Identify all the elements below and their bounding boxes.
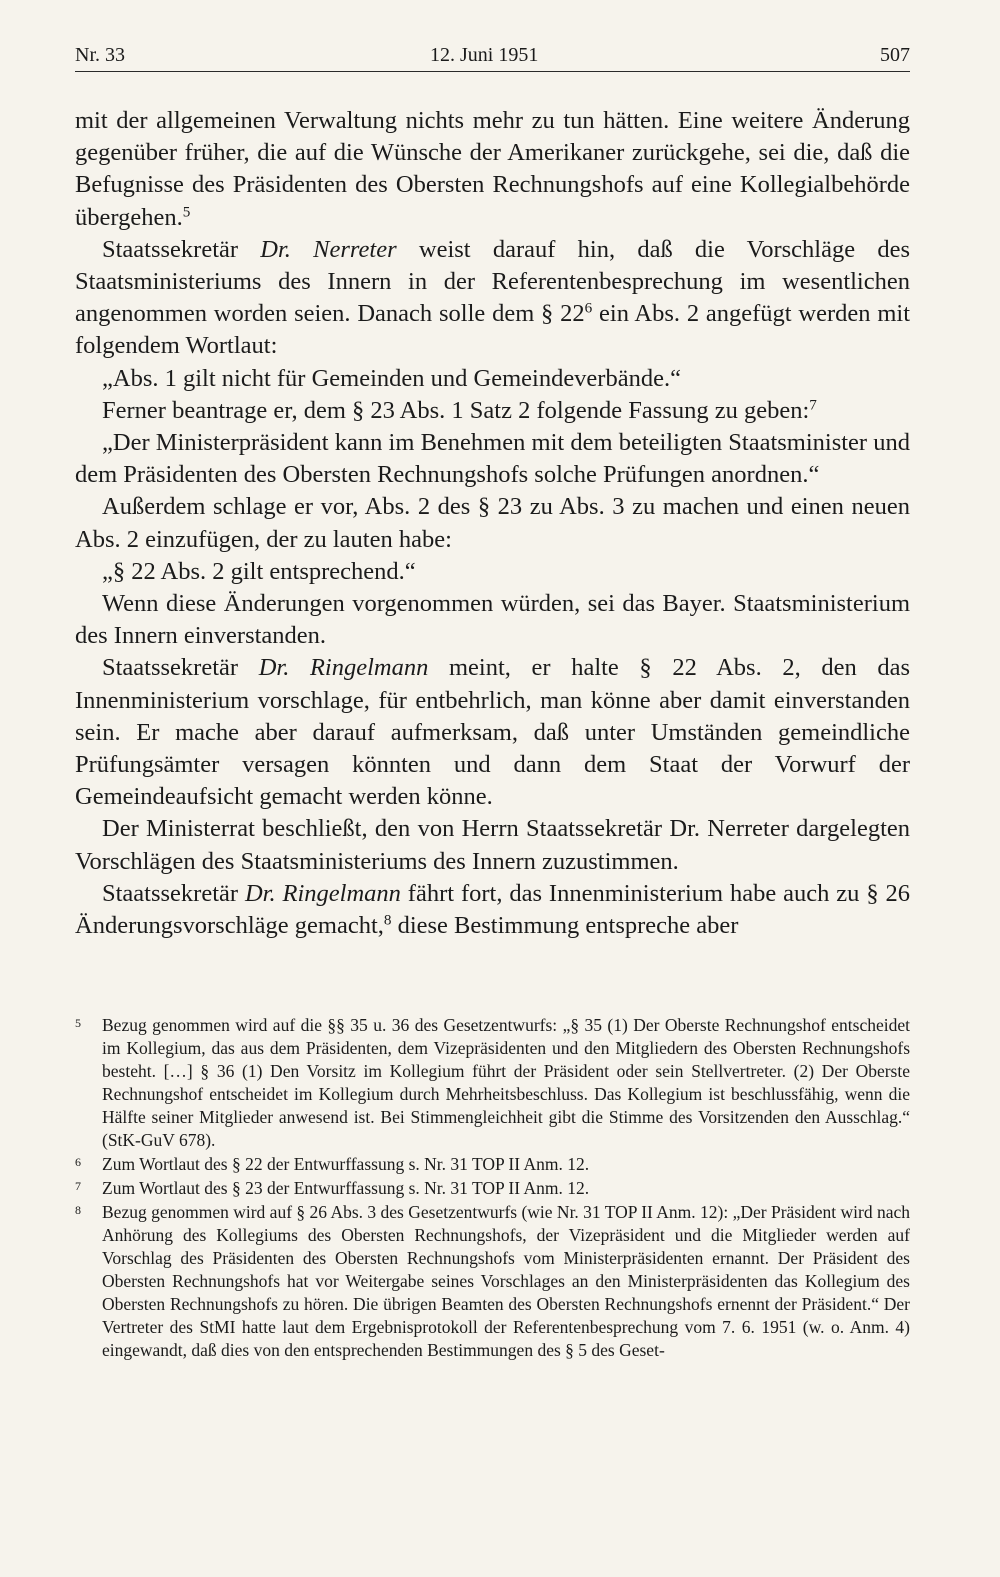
footnote-text: Zum Wortlaut des § 22 der Entwurffassung s. Nr. 31 TOP II Anm. 12. xyxy=(102,1154,590,1174)
paragraph-text: Staatssekretär xyxy=(102,879,245,907)
footnote-text: Zum Wortlaut des § 23 der Entwurffassung s. Nr. 31 TOP II Anm. 12. xyxy=(102,1178,590,1198)
paragraph xyxy=(75,234,910,363)
paragraph xyxy=(75,652,910,813)
issue-number: Nr. 33 xyxy=(75,44,125,66)
paragraph xyxy=(75,878,910,942)
paragraph-text: weist darauf hin, daß die Vorschläge des Staatsministeriums des Innern in der Referentenbesprechung im wesentlichen angenommen worden seien. Danach solle dem § 22 xyxy=(75,235,910,328)
footnote-ref[interactable]: 5 xyxy=(182,203,191,221)
paragraph-text: fährt fort, das Innenministerium habe auch zu § 26 Änderungsvorschläge gemacht, xyxy=(75,879,910,940)
footnote-text: Bezug genommen wird auf die §§ 35 u. 36 des Gesetzentwurfs: „§ 35 (1) Der Oberste Rechnungshof entscheidet im Kollegium, das aus dem Präsidenten, dem Vizepräsidenten und den Mitgliedern des Obersten Rechnungshofs besteht. […] § 36 (1) Den Vorsitz im Kollegium führt der Präsident oder sein Stellvertreter. (2) Der Oberste Rechnungshof entscheidet im Kollegium durch Mehrheitsbeschluss. Das Kollegium ist beschlussfähig, wenn die Hälfte seiner Mitglieder anwesend ist. Bei Stimmengleichheit gibt die Stimme des Vorsitzenden den Ausschlag.“ (StK-GuV 678). xyxy=(102,1015,910,1150)
paragraph: Außerdem schlage er vor, Abs. 2 des § 23 zu Abs. 3 zu machen und einen neuen Abs. 2 einzufügen, der zu lauten habe: xyxy=(75,493,910,553)
quotation: „Abs. 1 gilt nicht für Gemeinden und Gemeindeverbände.“ xyxy=(102,364,681,392)
paragraph-text: meint, er halte § 22 Abs. 2, den das Innenministerium vorschlage, für entbehrlich, man könne aber damit einverstanden sein. Er mache aber darauf aufmerksam, daß unter Umständen gemeindliche Prüfungsämter versagen könnten und dann dem Staat der Vorwurf der Gemeindeaufsicht gemacht werden könne. xyxy=(75,654,910,811)
footnote-ref[interactable]: 8 xyxy=(383,911,392,929)
paragraph-text: Ferner beantrage er, dem § 23 Abs. 1 Satz 2 folgende Fassung zu geben: xyxy=(102,396,810,424)
paragraph-text: Staatssekretär xyxy=(102,654,259,682)
paragraph-text: diese Bestimmung entspreche aber xyxy=(391,912,739,940)
footnote-number: 6 xyxy=(75,1155,81,1169)
header-rule xyxy=(75,71,910,72)
footnotes xyxy=(75,1014,910,1363)
quotation: „Der Ministerpräsident kann im Benehmen mit dem beteiligten Staatsminister und dem Präsidenten des Obersten Rechnungshofs solche Prüfungen anordnen.“ xyxy=(75,429,910,489)
paragraph-text: ein Abs. 2 angefügt werden mit folgendem Wortlaut: xyxy=(75,300,910,360)
footnote xyxy=(75,1014,910,1152)
quotation: „§ 22 Abs. 2 gilt entsprechend.“ xyxy=(102,557,416,585)
footnote-ref[interactable]: 7 xyxy=(809,396,817,414)
footnote-number: 5 xyxy=(75,1016,81,1030)
footnote xyxy=(75,1153,910,1176)
paragraph xyxy=(75,395,910,427)
footnote-text: Bezug genommen wird auf § 26 Abs. 3 des Gesetzentwurfs (wie Nr. 31 TOP II Anm. 12): „Der Präsident wird nach Anhörung des Kollegiums des Obersten Rechnungshofs, der Vizepräsident und die Mitglieder werden auf Vorschlag des Präsidenten des Obersten Rechnungshofs vom Ministerpräsidenten ernannt. Der Präsident des Obersten Rechnungshofs hat vor Weitergabe seines Vorschlages an den Ministerpräsidenten das Kollegium des Obersten Rechnungshofs zu hören. Die übrigen Beamten des Obersten Rechnungshofs ernennt der Präsident.“ Der Vertreter des StMI hatte laut dem Ergebnisprotokoll der Referentenbesprechung vom 7. 6. 1951 (w. o. Anm. 4) eingewandt, daß dies von den entsprechenden Bestimmungen des § 5 des Geset- xyxy=(102,1202,910,1360)
page-number: 507 xyxy=(880,44,910,66)
speaker-name: Dr. Ringelmann xyxy=(244,879,401,907)
footnote-ref[interactable]: 6 xyxy=(584,299,593,317)
running-header xyxy=(75,40,910,70)
footnote-number: 7 xyxy=(75,1179,81,1193)
speaker-name: Dr. Ringelmann xyxy=(258,654,429,682)
header-date: 12. Juni 1951 xyxy=(430,44,539,66)
footnote-number: 8 xyxy=(75,1203,81,1217)
paragraph-text: mit der allgemeinen Verwaltung nichts mehr zu tun hätten. Eine weitere Änderung gegenüber früher, die auf die Wünsche der Amerikaner zurückgehe, sei die, daß die Befugnisse des Präsidenten des Obersten Rechnungshofs auf eine Kollegialbehörde übergehen. xyxy=(75,107,910,231)
paragraph: Wenn diese Änderungen vorgenommen würden, sei das Bayer. Staatsministerium des Innern einverstanden. xyxy=(75,590,910,650)
paragraph-text: Staatssekretär xyxy=(102,235,261,263)
footnote xyxy=(75,1177,910,1200)
main-text xyxy=(75,105,910,942)
paragraph xyxy=(75,105,910,234)
footnote xyxy=(75,1201,910,1362)
speaker-name: Dr. Nerreter xyxy=(260,235,397,263)
paragraph: Der Ministerrat beschließt, den von Herrn Staatssekretär Dr. Nerreter dargelegten Vorschlägen des Staatsministeriums des Innern zuzustimmen. xyxy=(75,815,910,875)
